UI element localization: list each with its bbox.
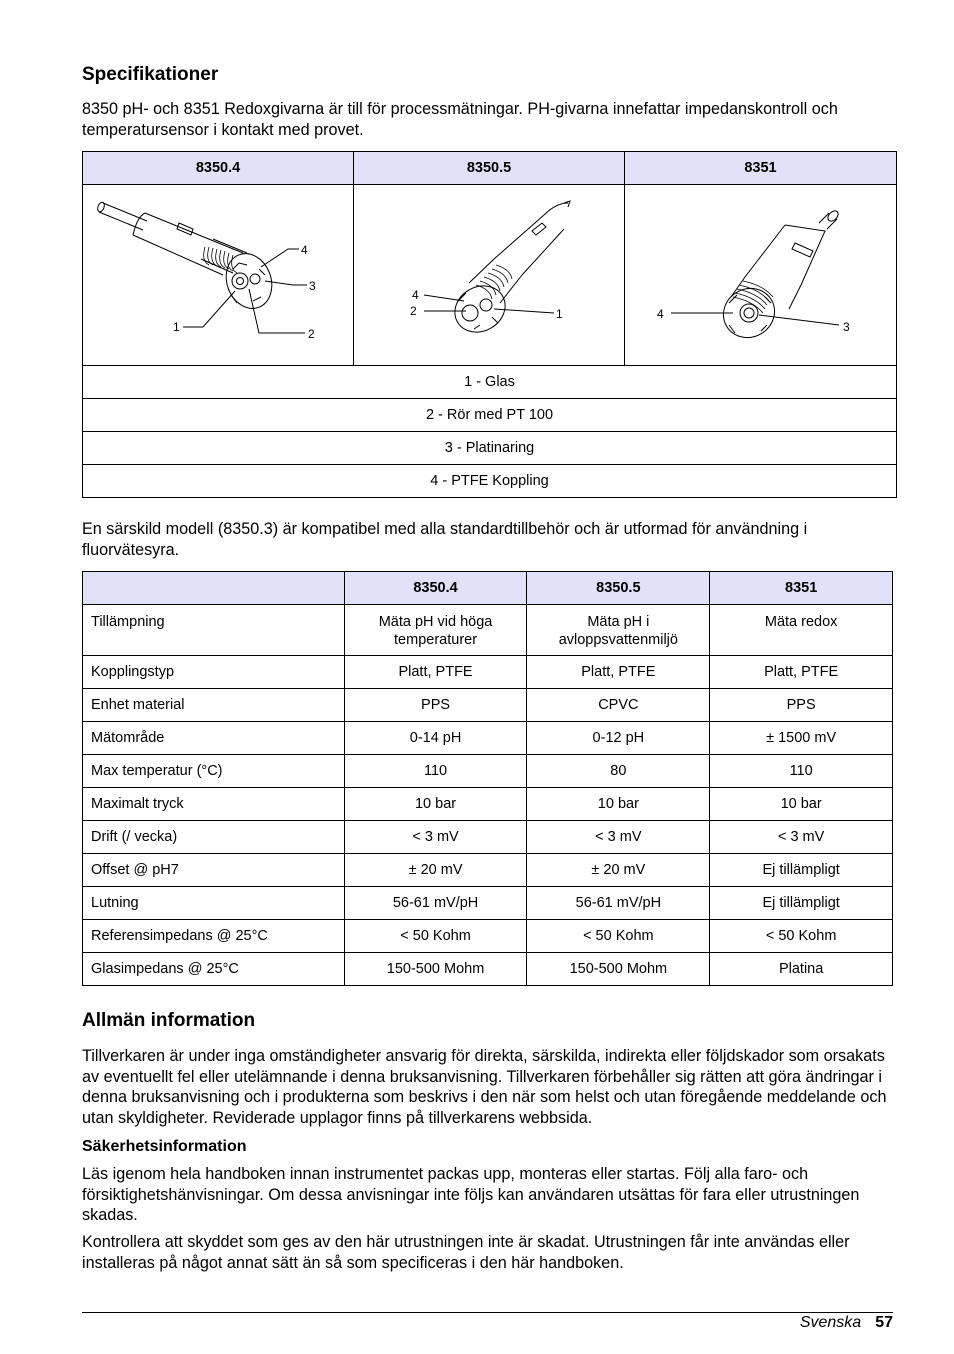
header-8351: 8351: [625, 152, 897, 185]
callout-4: 4: [301, 243, 308, 257]
model-note-paragraph: En särskild modell (8350.3) är kompatibel med alla standardtillbehör och är utformad för användning i fluorvätesyra.: [82, 520, 808, 559]
header-8350-4: 8350.4: [83, 152, 354, 185]
table-row: Mätområde 0-14 pH 0-12 pH ± 1500 mV: [83, 722, 893, 755]
table-row: Max temperatur (°C) 110 80 110: [83, 755, 893, 788]
safety-paragraph-2: Kontrollera att skyddet som ges av den här utrustningen inte är skadat. Utrustningen får inte användas eller installeras på något annat sätt än så som specificeras i den här handboken.: [82, 1233, 850, 1272]
page-footer: [800, 1314, 893, 1332]
callout-4: 4: [412, 288, 419, 302]
table-row: Drift (/ vecka) < 3 mV < 3 mV < 3 mV: [83, 821, 893, 854]
footer-divider: [82, 1312, 893, 1313]
page-number: 57: [875, 1314, 893, 1331]
table-row: Offset @ pH7 ± 20 mV ± 20 mV Ej tillämpligt: [83, 854, 893, 887]
table-row: Tillämpning Mäta pH vid höga temperaturer Mäta pH i avloppsvattenmiljö Mäta redox: [83, 605, 893, 656]
callout-3: 3: [309, 279, 316, 293]
legend-item: 1 - Glas: [83, 366, 897, 399]
sensor-8351-illustration: [625, 185, 897, 366]
legend-item: 4 - PTFE Koppling: [83, 465, 897, 498]
table-row: Kopplingstyp Platt, PTFE Platt, PTFE Platt, PTFE: [83, 656, 893, 689]
header-8350-5: 8350.5: [354, 152, 625, 185]
sensor-diagram-table: [82, 151, 897, 498]
sensor-8350-4-illustration: [83, 185, 354, 366]
spec-header-8350-5: 8350.5: [527, 572, 710, 605]
heading-safety-information: Säkerhetsinformation: [82, 1138, 247, 1155]
heading-specifications: Specifikationer: [82, 64, 219, 85]
intro-paragraph: 8350 pH- och 8351 Redoxgivarna är till för processmätningar. PH-givarna innefattar impedanskontroll och temperatursensor i kontakt med provet.: [82, 100, 838, 139]
callout-4: 4: [657, 307, 664, 321]
footer-language: Svenska: [799, 1314, 862, 1331]
safety-paragraph-1: Läs igenom hela handboken innan instrumentet packas upp, monteras eller startas. Följ alla faro- och försiktighetshänvisningar. Om dessa anvisningar inte följs kan användaren utsättas för fara eller utrustningen skadas.: [82, 1165, 860, 1224]
table-row: Glasimpedans @ 25°C 150-500 Mohm 150-500 Mohm Platina: [83, 953, 893, 986]
table-row: Enhet material PPS CPVC PPS: [83, 689, 893, 722]
legend-item: 3 - Platinaring: [83, 432, 897, 465]
specifications-table: [82, 571, 893, 986]
callout-2: 2: [308, 327, 315, 341]
heading-general-information: Allmän information: [82, 1010, 256, 1031]
legend-item: 2 - Rör med PT 100: [83, 399, 897, 432]
spec-header-8351: 8351: [710, 572, 893, 605]
callout-2: 2: [410, 304, 417, 318]
spec-header-blank: [83, 572, 345, 605]
table-row: Referensimpedans @ 25°C < 50 Kohm < 50 Kohm < 50 Kohm: [83, 920, 893, 953]
spec-header-8350-4: 8350.4: [344, 572, 527, 605]
table-row: Maximalt tryck 10 bar 10 bar 10 bar: [83, 788, 893, 821]
callout-3: 3: [843, 320, 850, 334]
sensor-8350-5-illustration: [354, 185, 625, 366]
callout-1: 1: [173, 320, 180, 334]
general-information-paragraph: Tillverkaren är under inga omständigheter ansvarig för direkta, särskilda, indirekta eller följdskador som orsakats av eventuellt fel eller utelämnande i denna bruksanvisning. Tillverkaren förbehåller sig rätten att göra ändringar i denna bruksanvisning och i produkterna som beskrivs i den när som helst och utan föregående meddelande och utan skyldigheter. Reviderade upplagor finns på tillverkarens webbsida.: [82, 1047, 887, 1127]
callout-1: 1: [556, 307, 563, 321]
table-row: Lutning 56-61 mV/pH 56-61 mV/pH Ej tillämpligt: [83, 887, 893, 920]
